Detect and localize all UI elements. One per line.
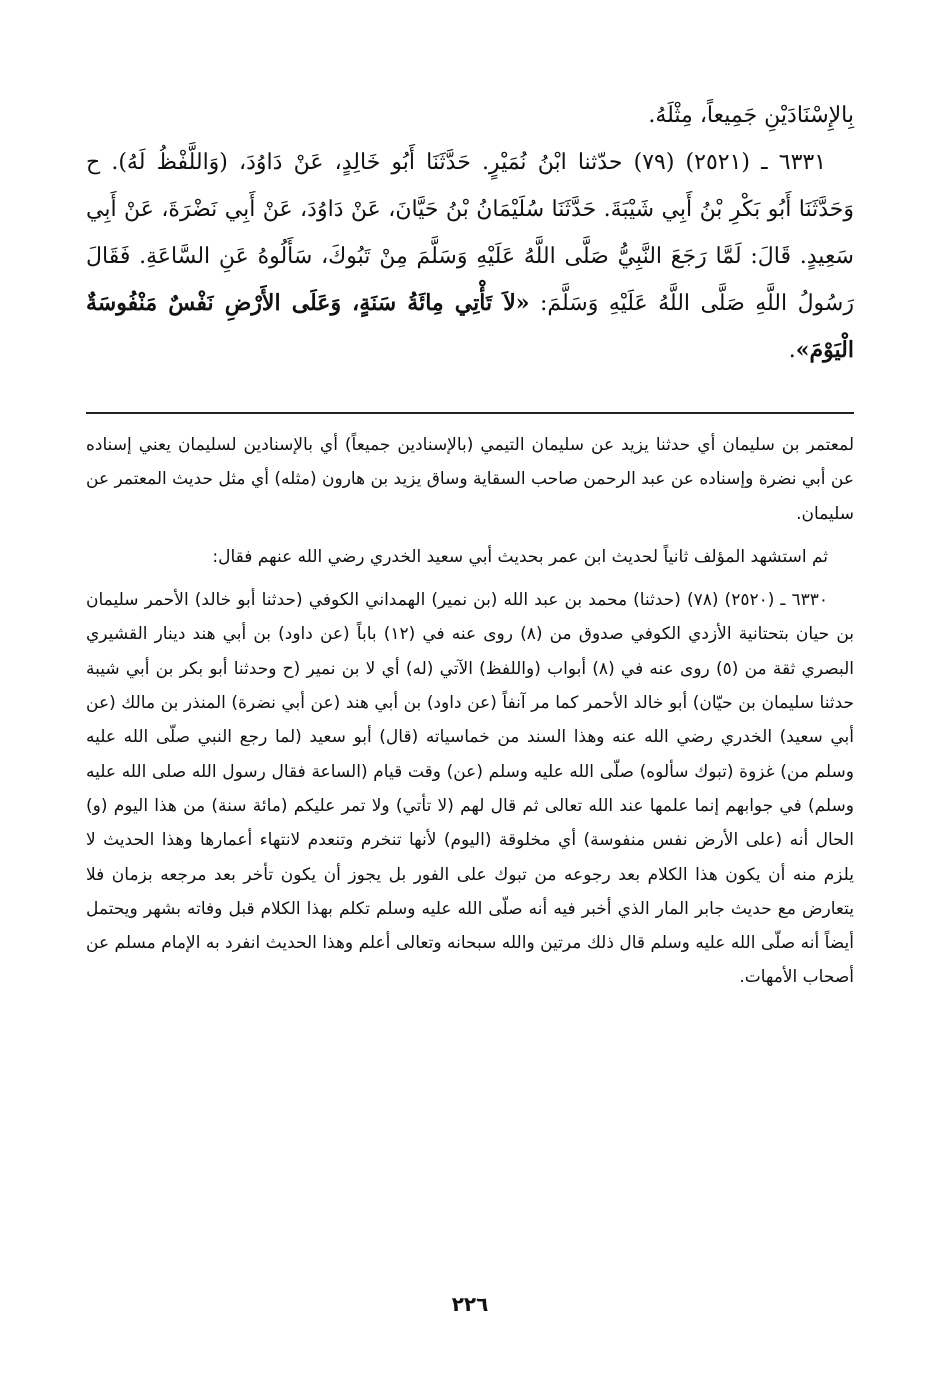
commentary-paragraph-2: ثم استشهد المؤلف ثانياً لحديث ابن عمر بحديث أبي سعيد الخدري رضي الله عنهم فقال: [212, 546, 828, 567]
hadith-text-block [86, 92, 854, 374]
footnote-divider [86, 412, 854, 414]
commentary-paragraph-3: ٦٣٣٠ ـ (٢٥٢٠) (٧٨) (حدثنا) محمد بن عبد الله (بن نمير) الهمداني الكوفي (حدثنا أبو خالد) الأحمر سليمان بن حيان بتحتانية الأزدي الكوفي صدوق من (٨) روى عنه في (١٢) باباً (عن داود) بن أبي هند دينار القشيري البصري ثقة من (٥) روى عنه في (٨) أبواب (واللفظ) الآتي (له) أي لا بن نمير (ح وحدثنا أبو بكر بن أبي شيبة حدثنا سليمان بن حيّان) أبو خالد الأحمر كما مر آنفاً (عن داود) بن أبي هند (عن أبي نضرة) المنذر بن مالك (عن أبي سعيد) الخدري رضي الله عنه وهذا السند من خماسياته (قال) أبو سعيد (لما رجع النبي صلّى الله عليه وسلم من) غزوة (تبوك سألوه) صلّى الله عليه وسلم (عن) وقت قيام (الساعة فقال رسول الله صلى الله عليه وسلم) في جوابهم إنما علمها عند الله تعالى ثم قال لهم (لا تأتي) ولا تمر عليكم (مائة سنة) من هذا اليوم (و) الحال أنه (على الأرض نفس منفوسة) أي مخلوقة (اليوم) لأنها تنخرم وتنعدم لانتهاء أعمارها وهذا الحديث لا يلزم منه أن يكون هذا الكلام بعد رجوعه من تبوك على الفور بل يجوز أن يكون تأخر بعد مرجعه بزمان فلا يتعارض مع حديث جابر المار الذي أخبر فيه أنه صلّى الله عليه وسلم تكلم بهذا الكلام قبل وفاته بشهر ويحتمل أيضاً أنه صلّى الله عليه وسلم قال ذلك مرتين والله سبحانه وتعالى أعلم وهذا الحديث انفرد به الإمام مسلم عن أصحاب الأمهات. [86, 590, 855, 988]
hadith-main-text: ٦٣٣١ ـ (٢٥٢١) (٧٩) حدّثنا ابْنُ نُمَيْرٍ. حَدَّثَنَا أَبُو خَالِدٍ، عَنْ دَاوُدَ، (وَاللَّفْظُ لَهُ). ح وَحَدَّثَنَا أَبُو بَكْرِ بْنُ أَبِي شَيْبَةَ. حَدَّثَنَا سُلَيْمَانُ بْنُ حَيَّانَ، عَنْ دَاوُدَ، عَنْ أَبِي نَضْرَةَ، عَنْ أَبِي سَعِيدٍ. قَالَ: لَمَّا رَجَعَ النَّبِيُّ صَلَّى اللَّهُ عَلَيْهِ وَسَلَّمَ مِنْ تَبُوكَ، سَأَلُوهُ عَنِ السَّاعَةِ. فَقَالَ رَسُولُ اللَّهِ صَلَّى اللَّهُ عَلَيْهِ وَسَلَّمَ: [86, 150, 854, 316]
hadith-prophetic-quote: «لاَ تَأْتِي مِائَةُ سَنَةٍ، وَعَلَى الأَرْضِ نَفْسٌ مَنْفُوسَةٌ الْيَوْمَ» [86, 290, 854, 363]
commentary-block [86, 428, 854, 1004]
book-page [86, 0, 854, 1377]
hadith-intro-line: بِالإِسْنَادَيْنِ جَمِيعاً، مِثْلَهُ. [648, 103, 854, 128]
hadith-end-mark: . [788, 338, 796, 363]
commentary-paragraph-1: لمعتمر بن سليمان أي حدثنا يزيد عن سليمان التيمي (بالإسنادين جميعاً) أي بالإسنادين لسليمان يعني إسناده عن أبي نضرة وإسناده عن عبد الرحمن صاحب السقاية وساق يزيد بن هارون (مثله) أي مثل حديث المعتمر عن سليمان. [86, 435, 854, 524]
hadith-paragraph [86, 139, 854, 374]
page-number: ٢٢٦ [451, 1292, 489, 1316]
